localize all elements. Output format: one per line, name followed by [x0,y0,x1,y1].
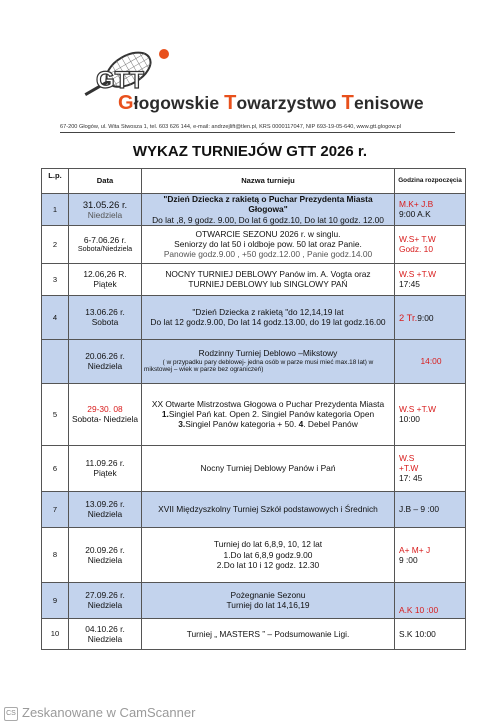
row-time: W.S +T.W 17:45 [395,263,466,295]
row-time: A.K 10 :00 [395,582,466,618]
row-time: W.S+ T.W Godz. 10 [395,225,466,263]
row-time: W.S +T.W 10:00 [395,383,466,445]
row-date: 04.10.26 r. Niedziela [69,618,142,649]
col-header-time: Godzina rozpoczęcia [395,169,466,194]
table-row [42,445,466,491]
col-header-name: Nazwa turnieju [142,169,395,194]
table-row [42,295,466,339]
row-number: 10 [42,618,69,649]
row-number: 6 [42,445,69,491]
row-event: Pożegnanie Sezonu Turniej do lat 14,16,19 [142,582,395,618]
row-event: OTWARCIE SEZONU 2026 r. w singlu. Seniorzy do lat 50 i oldboje pow. 50 lat oraz Panie. Panowie godz.9.00 , +50 godz.12.00 , Panie godz.14.00 [142,225,395,263]
table-row [42,263,466,295]
club-name: Głogowskie Towarzystwo Tenisowe [118,92,424,114]
row-date: 13.09.26 r. Niedziela [69,491,142,527]
row-event: "Dzień Dziecka z rakietą o Puchar Prezydenta Miasta Głogowa" Do lat ,8, 9 godz. 9.00, Do lat 6 godz.10, Do lat 10 godz. 12.00 [142,194,395,226]
row-date: 31.05.26 r. Niedziela [69,194,142,226]
header-divider [60,132,455,133]
table-row [42,225,466,263]
row-number: 4 [42,295,69,339]
row-date: 13.06.26 r. Sobota [69,295,142,339]
row-time: M.K+ J.B 9:00 A.K [395,194,466,226]
row-number: 9 [42,582,69,618]
row-date: 11.09.26 r. Piątek [69,445,142,491]
table-row [42,491,466,527]
table-row [42,383,466,445]
row-time: A+ M+ J 9 :00 [395,527,466,582]
row-event: XX Otwarte Mistrzostwa Głogowa o Puchar Prezydenta Miasta 1.Singiel Pań kat. Open 2. Singiel Panów kategoria Open 3.Singiel Panów kategoria + 50. 4. Debel Panów [142,383,395,445]
col-header-date: Data [69,169,142,194]
row-number: 5 [42,383,69,445]
row-date: 20.09.26 r. Niedziela [69,527,142,582]
row-number: 7 [42,491,69,527]
col-header-lp: L.p. [42,169,69,194]
row-number: 3 [42,263,69,295]
row-event: Nocny Turniej Deblowy Panów i Pań [142,445,395,491]
row-time: 14:00 [395,339,466,383]
table-row [42,527,466,582]
row-event: Turniej do lat 6,8,9, 10, 12 lat 1.Do lat 6,8,9 godz.9.00 2.Do lat 10 i 12 godz. 12.30 [142,527,395,582]
row-time: 2 Tr.9:00 [395,295,466,339]
row-date: 27.09.26 r. Niedziela [69,582,142,618]
row-time: J.B – 9 :00 [395,491,466,527]
row-date: 29-30. 08 Sobota- Niedziela [69,383,142,445]
row-event: XVII Międzyszkolny Turniej Szkół podstawowych i Średnich [142,491,395,527]
table-row [42,194,466,226]
row-date: 6-7.06.26 r. Sobota/Niedziela [69,225,142,263]
page-title: WYKAZ TURNIEJÓW GTT 2026 r. [132,143,368,160]
row-time: S.K 10:00 [395,618,466,649]
row-event: Rodzinny Turniej Deblowo –Mikstowy ( w przypadku pary deblowej- jedna osób w parze musi mieć max.18 lat) w mikstowej – wiek w parze bez ograniczeń) [142,339,395,383]
row-date: 20.06.26 r. Niedziela [69,339,142,383]
table-row [42,582,466,618]
camscanner-icon: CS [4,707,18,721]
logo-text: GTT [96,67,144,94]
row-number: 2 [42,225,69,263]
table-row [42,618,466,649]
table-header-row [42,169,466,194]
row-event: NOCNY TURNIEJ DEBLOWY Panów im. A. Vogta oraz TURNIEJ DEBLOWY lub SINGLOWY PAŃ [142,263,395,295]
row-event: Turniej „ MASTERS ” – Podsumowanie Ligi. [142,618,395,649]
row-event: "Dzień Dziecka z rakietą "do 12,14,19 lat Do lat 12 godz.9.00, Do lat 14 godz.13.00, do 19 lat godz.16.00 [142,295,395,339]
row-date: 12.06,26 R. Piątek [69,263,142,295]
row-number: 8 [42,527,69,582]
row-number: 1 [42,194,69,226]
row-number [42,339,69,383]
club-address: 67-200 Głogów, ul. Wita Stwosza 1, tel. 603 626 144, e-mail: andrzejlift@tlen.pl, KRS 0000117047, NIP 693-19-05-640, www.gtt.glogow.pl [60,124,401,130]
table-row [42,339,466,383]
row-time: W.S +T.W 17: 45 [395,445,466,491]
tournament-table [41,168,466,650]
scanner-watermark: CS Zeskanowane w CamScanner [4,705,195,721]
